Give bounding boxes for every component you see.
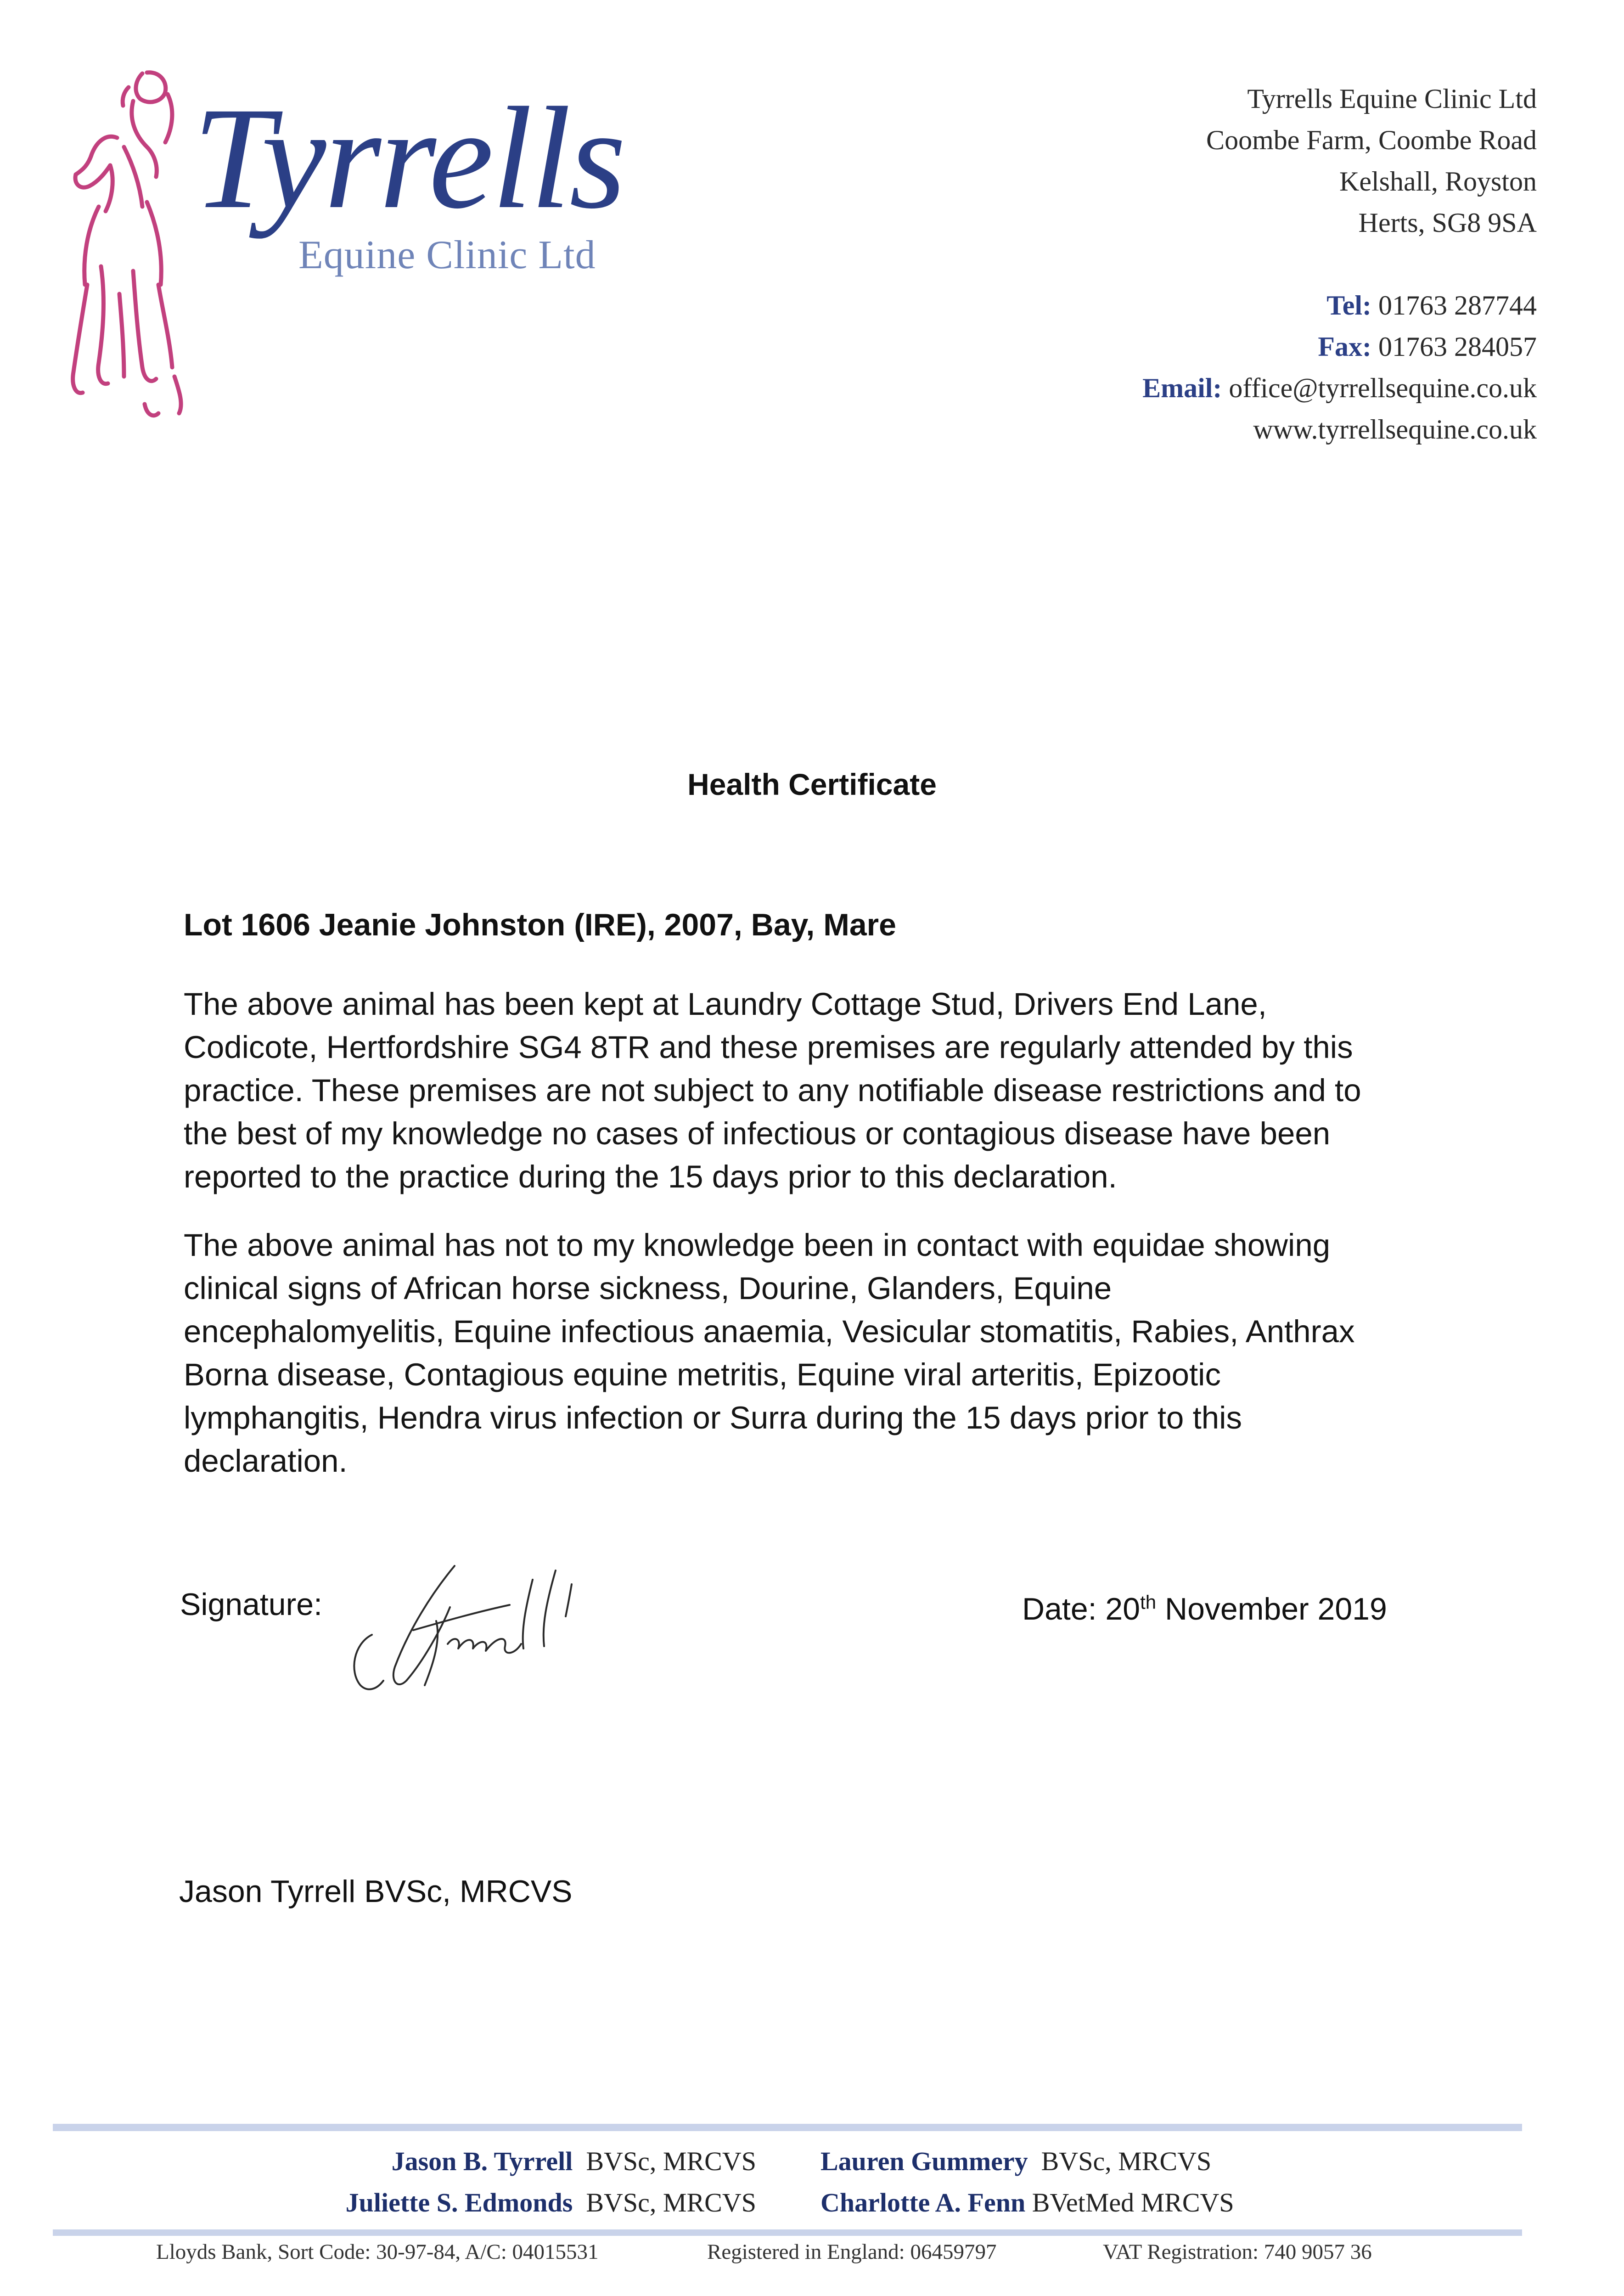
email-line	[1142, 367, 1537, 409]
paragraph-diseases	[184, 1224, 1469, 1483]
document-title: Health Certificate	[687, 767, 937, 801]
date-line	[1022, 1591, 1387, 1627]
paragraph-line: the best of my knowledge no cases of infectious or contagious disease have been	[184, 1116, 1331, 1151]
staff-member	[820, 2182, 1234, 2223]
date-prefix: Date: 20	[1022, 1592, 1141, 1626]
signer-name: Jason Tyrrell BVSc, MRCVS	[179, 1874, 573, 1909]
staff-member	[820, 2141, 1234, 2182]
tel-value: 01763 287744	[1378, 290, 1537, 321]
staff-member	[346, 2141, 756, 2182]
date-rest: November 2019	[1156, 1592, 1387, 1626]
staff-name: Jason B. Tyrrell	[391, 2146, 573, 2176]
footer-rule-top	[53, 2124, 1522, 2131]
staff-quals: BVSc, MRCVS	[1041, 2146, 1212, 2176]
paragraph-line: clinical signs of African horse sickness, Dourine, Glanders, Equine	[184, 1271, 1112, 1306]
paragraph-line: encephalomyelitis, Equine infectious anaemia, Vesicular stomatitis, Rabies, Anthrax	[184, 1314, 1355, 1349]
lot-heading: Lot 1606 Jeanie Johnston (IRE), 2007, Bay, Mare	[184, 907, 896, 942]
staff-name: Juliette S. Edmonds	[345, 2188, 573, 2217]
handwritten-signature	[340, 1552, 643, 1704]
fax-value: 01763 284057	[1378, 332, 1537, 362]
staff-list-right	[820, 2141, 1234, 2223]
staff-member	[346, 2182, 756, 2223]
fax-label: Fax:	[1318, 332, 1371, 362]
tel-line	[1142, 285, 1537, 326]
logo-wordmark: Tyrrells	[193, 77, 624, 239]
clinic-address-block	[1142, 78, 1537, 450]
paragraph-line: reported to the practice during the 15 days prior to this declaration.	[184, 1159, 1117, 1194]
staff-quals: BVSc, MRCVS	[586, 2146, 756, 2176]
tel-label: Tel:	[1326, 290, 1371, 321]
signature-label: Signature:	[180, 1587, 322, 1622]
staff-quals: BVSc, MRCVS	[586, 2188, 756, 2217]
date-ordinal: th	[1140, 1591, 1157, 1613]
paragraph-line: declaration.	[184, 1443, 348, 1479]
footer-rule-bottom	[53, 2229, 1522, 2236]
logo-subtitle: Equine Clinic Ltd	[298, 233, 596, 277]
paragraph-line: lymphangitis, Hendra virus infection or Surra during the 15 days prior to this	[184, 1400, 1242, 1435]
paragraph-premises	[184, 983, 1469, 1199]
email-label: Email:	[1142, 373, 1222, 403]
paragraph-line: Borna disease, Contagious equine metritis, Equine viral arteritis, Epizootic	[184, 1357, 1221, 1392]
paragraph-line: The above animal has been kept at Laundry Cottage Stud, Drivers End Lane,	[184, 986, 1267, 1022]
company-registration: Registered in England: 06459797	[707, 2240, 997, 2264]
address-line: Kelshall, Royston	[1339, 166, 1537, 197]
fax-line	[1142, 326, 1537, 367]
vat-registration: VAT Registration: 740 9057 36	[1103, 2240, 1372, 2264]
staff-name: Lauren Gummery	[820, 2146, 1028, 2176]
paragraph-line: Codicote, Hertfordshire SG4 8TR and these premises are regularly attended by this	[184, 1030, 1353, 1065]
paragraph-line: The above animal has not to my knowledge been in contact with equidae showing	[184, 1227, 1331, 1263]
staff-quals: BVetMed MRCVS	[1032, 2188, 1234, 2217]
address-line: Tyrrells Equine Clinic Ltd	[1247, 84, 1537, 114]
website-link[interactable]: www.tyrrellsequine.co.uk	[1253, 414, 1537, 445]
address-line: Coombe Farm, Coombe Road	[1206, 125, 1537, 155]
email-link[interactable]: office@tyrrellsequine.co.uk	[1229, 373, 1537, 403]
bank-details: Lloyds Bank, Sort Code: 30-97-84, A/C: 04015531	[156, 2240, 599, 2264]
paragraph-line: practice. These premises are not subject to any notifiable disease restrictions and to	[184, 1073, 1361, 1108]
staff-list-left	[346, 2141, 756, 2223]
address-line: Herts, SG8 9SA	[1358, 208, 1537, 238]
staff-name: Charlotte A. Fenn	[820, 2188, 1026, 2217]
